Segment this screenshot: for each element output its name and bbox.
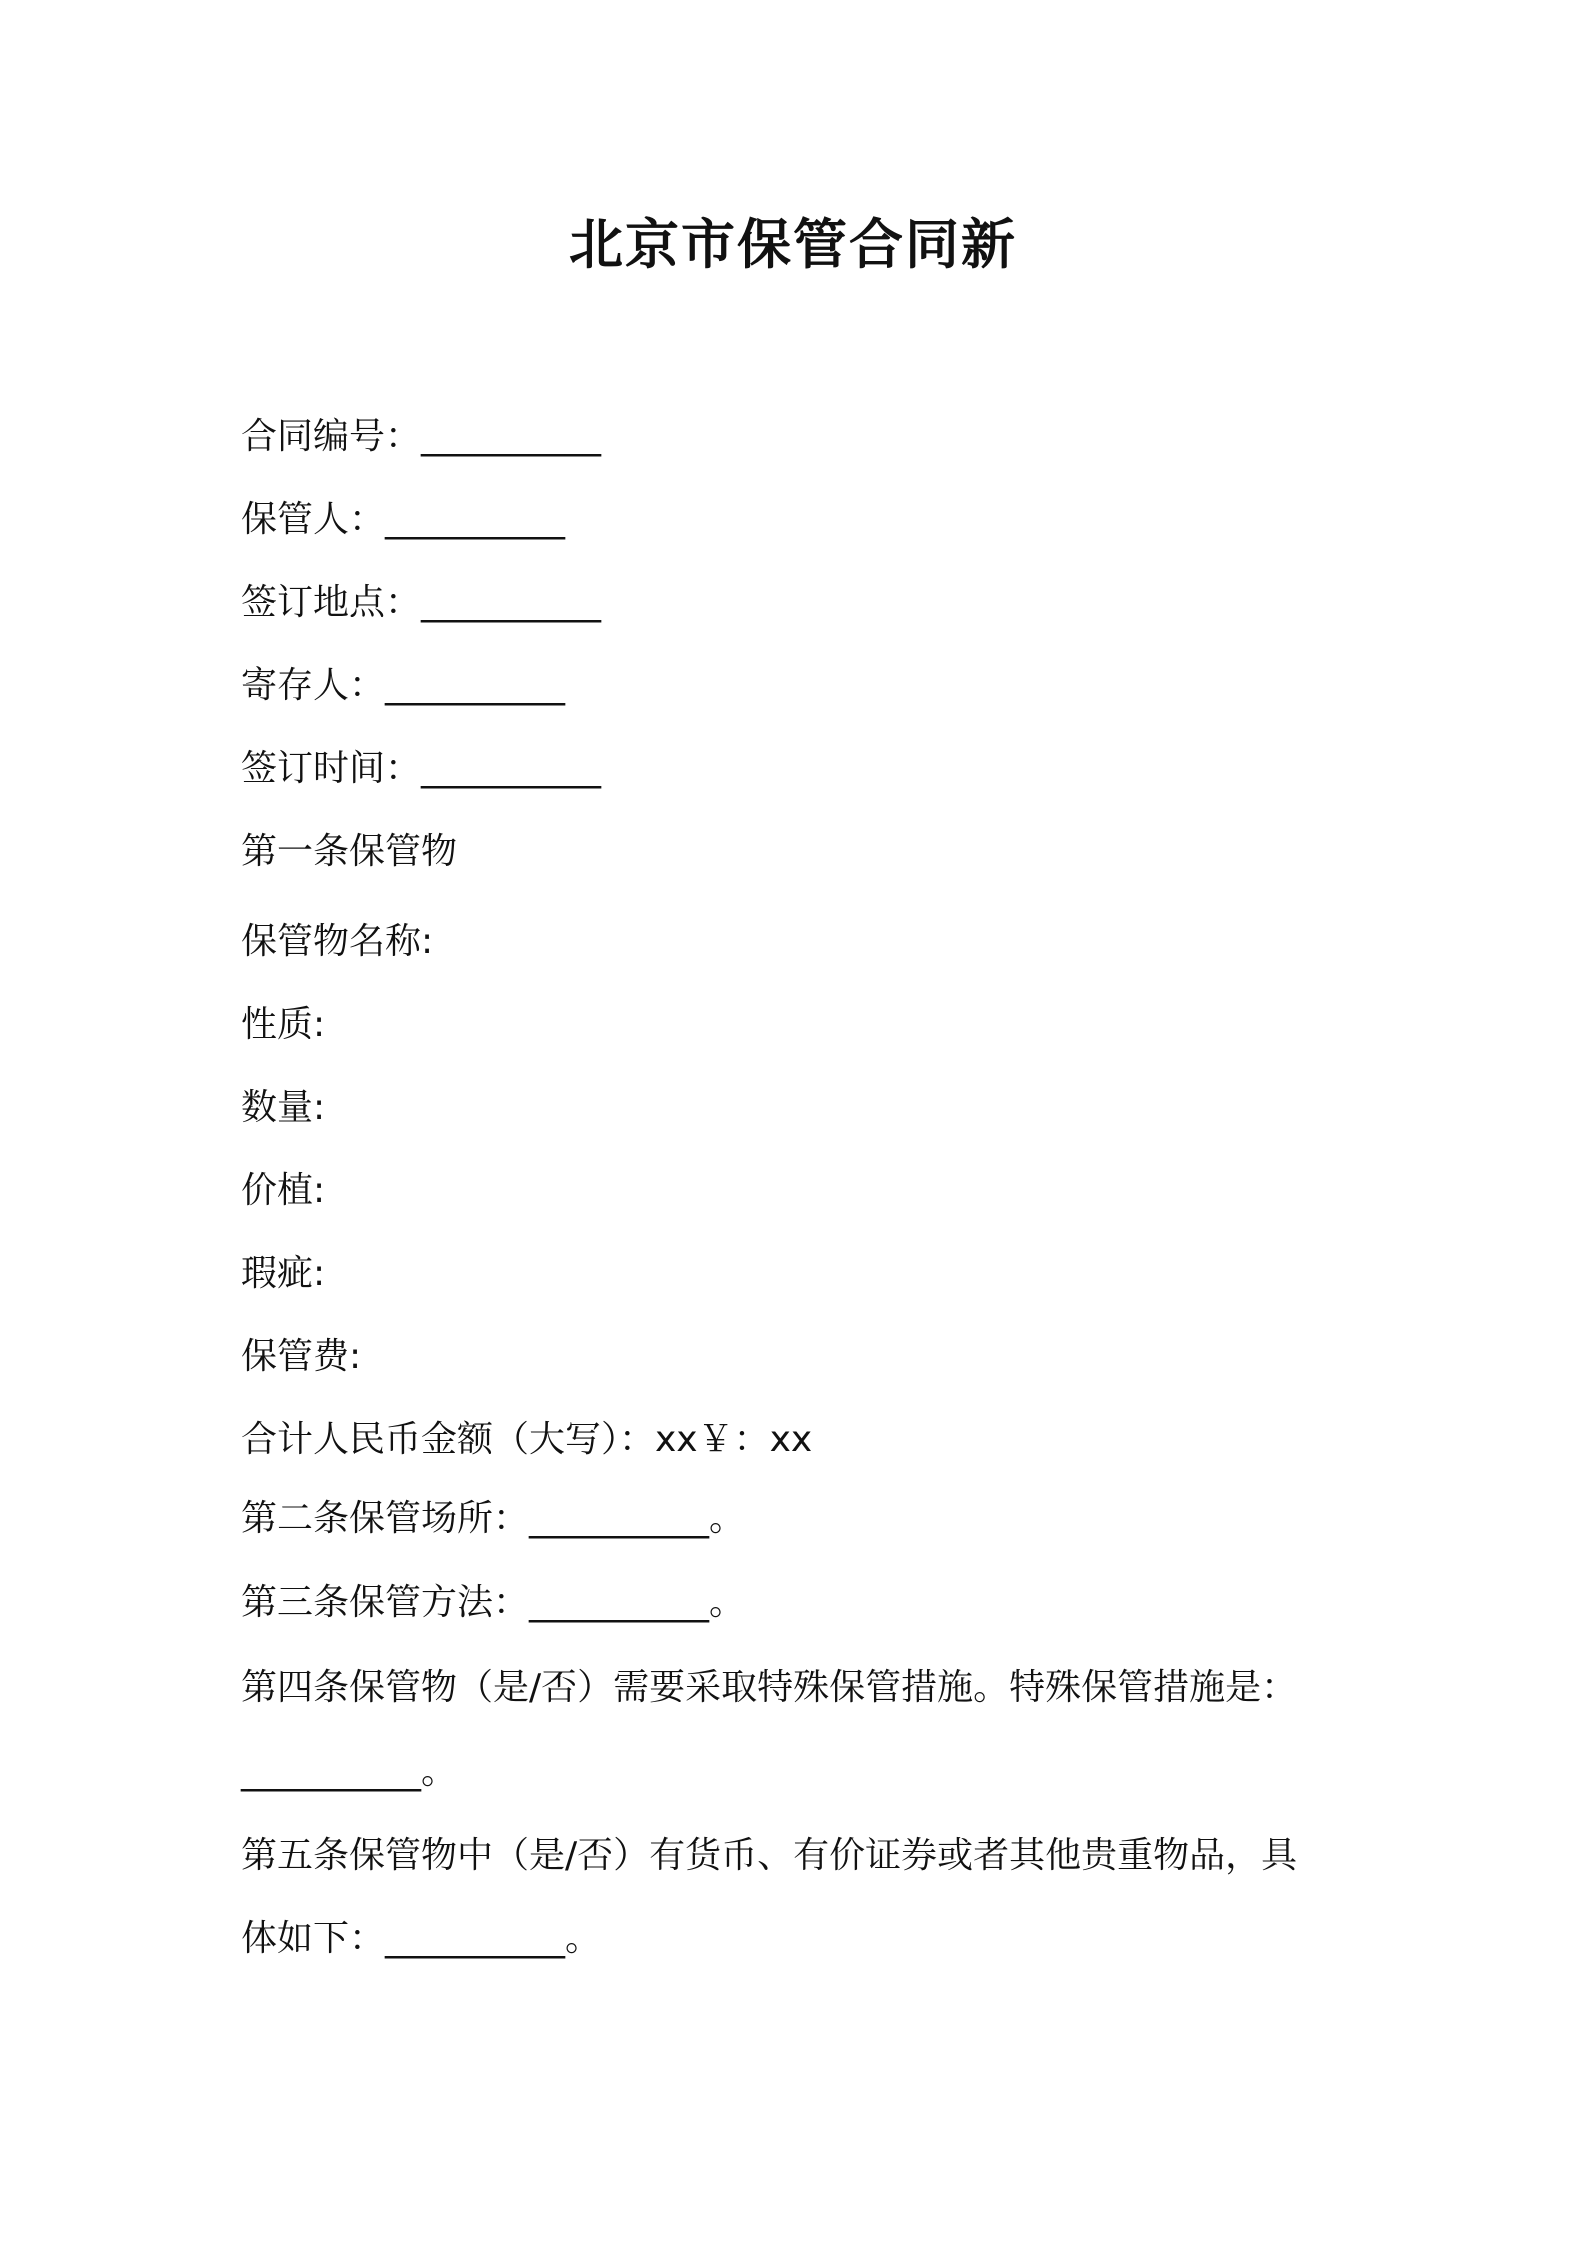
depositor-field: 寄存人：__________	[241, 665, 566, 706]
custody-fee-field: 保管费:	[241, 1336, 362, 1377]
document-title: 北京市保管合同新	[569, 213, 1017, 276]
article4-line2: __________。	[241, 1751, 458, 1792]
article5-line2: 体如下：__________。	[241, 1918, 602, 1959]
item-defect-field: 瑕疵:	[241, 1253, 326, 1294]
contract-number-field: 合同编号：__________	[241, 416, 602, 457]
item-value-field: 价植:	[241, 1170, 326, 1211]
signing-place-field: 签订地点：__________	[241, 582, 602, 623]
article3-custody-method: 第三条保管方法：__________。	[241, 1582, 746, 1623]
signing-time-field: 签订时间：__________	[241, 748, 602, 789]
custodian-field: 保管人：__________	[241, 499, 566, 540]
article5-line1: 第五条保管物中（是/否）有货币、有价证券或者其他贵重物品，具	[241, 1835, 1298, 1876]
item-name-field: 保管物名称:	[241, 921, 434, 962]
article4-line1: 第四条保管物（是/否）需要采取特殊保管措施。特殊保管措施是：	[241, 1667, 1298, 1708]
article2-custody-place: 第二条保管场所：__________。	[241, 1498, 746, 1539]
article1-heading: 第一条保管物	[241, 831, 458, 872]
item-nature-field: 性质:	[241, 1004, 326, 1045]
total-amount-field: 合计人民币金额（大写）：xx￥：xx	[241, 1419, 813, 1460]
item-quantity-field: 数量:	[241, 1087, 326, 1128]
